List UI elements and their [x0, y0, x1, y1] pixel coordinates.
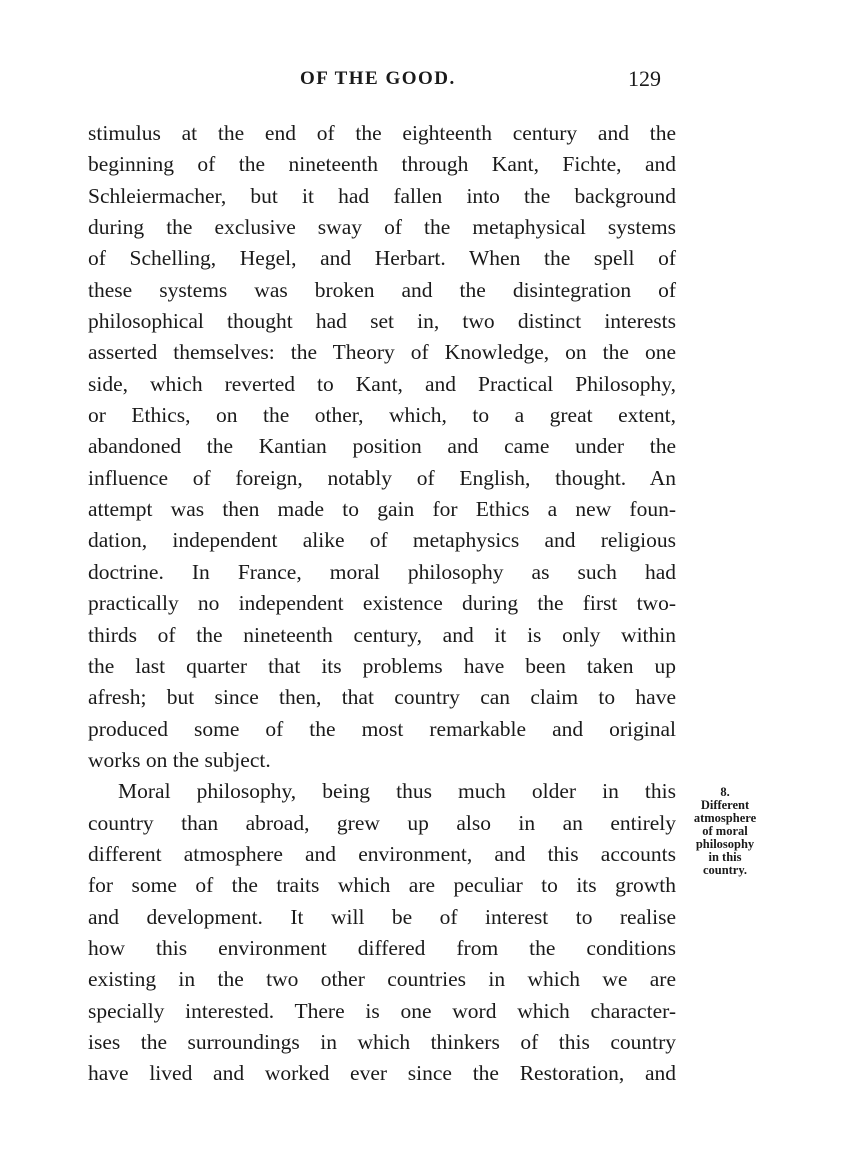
margin-note-line: atmosphere: [693, 811, 757, 825]
text-line: Moral philosophy, being thus much older in this: [118, 779, 676, 804]
running-head: [0, 68, 850, 98]
text-line: Schleiermacher, but it had fallen into the background: [88, 183, 676, 208]
text-line: stimulus at the end of the eighteenth century and the: [88, 121, 676, 145]
text-line: different atmosphere and environment, and this accounts: [88, 841, 676, 866]
margin-note-line: Different: [700, 798, 750, 812]
page-number: 129: [628, 66, 661, 91]
margin-note-line: of moral: [702, 824, 748, 838]
text-line: specially interested. There is one word which character-: [88, 998, 676, 1023]
text-line: existing in the two other countries in which we are: [88, 967, 676, 992]
text-line: for some of the traits which are peculiar to its growth: [88, 873, 676, 898]
margin-note-line: philosophy: [695, 837, 755, 851]
text-line: country than abroad, grew up also in an entirely: [88, 810, 676, 835]
body-text: [88, 118, 676, 1090]
text-line: dation, independent alike of metaphysics and religious: [88, 528, 676, 553]
text-line: philosophical thought had set in, two distinct interests: [88, 309, 676, 334]
running-head-title: OF THE GOOD.: [300, 68, 456, 89]
text-line: influence of foreign, notably of English, thought. An: [88, 465, 676, 490]
text-line: have lived and worked ever since the Restoration, and: [88, 1061, 676, 1086]
text-line: doctrine. In France, moral philosophy as such had: [88, 559, 676, 584]
text-line: during the exclusive sway of the metaphysical systems: [88, 215, 676, 240]
text-line: these systems was broken and the disintegration of: [88, 277, 676, 302]
margin-note-line: country.: [702, 863, 748, 877]
margin-note: [680, 786, 770, 877]
text-line: attempt was then made to gain for Ethics a new foun-: [88, 497, 676, 522]
text-line: afresh; but since then, that country can claim to have: [88, 685, 676, 710]
text-line: works on the subject.: [88, 747, 271, 772]
text-line: practically no independent existence during the first two-: [88, 591, 676, 616]
text-line: beginning of the nineteenth through Kant, Fichte, and: [88, 152, 676, 177]
text-line: the last quarter that its problems have been taken up: [88, 653, 676, 678]
text-line: and development. It will be of interest to realise: [88, 904, 676, 929]
margin-note-line: 8.: [720, 785, 730, 799]
margin-note-line: in this: [708, 850, 742, 864]
text-line: abandoned the Kantian position and came under the: [88, 434, 676, 459]
text-line: thirds of the nineteenth century, and it is only within: [88, 622, 676, 647]
text-line: of Schelling, Hegel, and Herbart. When the spell of: [88, 246, 676, 271]
text-line: how this environment differed from the conditions: [88, 935, 676, 960]
text-line: or Ethics, on the other, which, to a great extent,: [88, 403, 676, 428]
text-line: asserted themselves: the Theory of Knowledge, on the one: [88, 340, 676, 365]
text-line: ises the surroundings in which thinkers of this country: [88, 1029, 676, 1054]
text-line: side, which reverted to Kant, and Practical Philosophy,: [88, 371, 676, 396]
text-line: produced some of the most remarkable and original: [88, 716, 676, 741]
